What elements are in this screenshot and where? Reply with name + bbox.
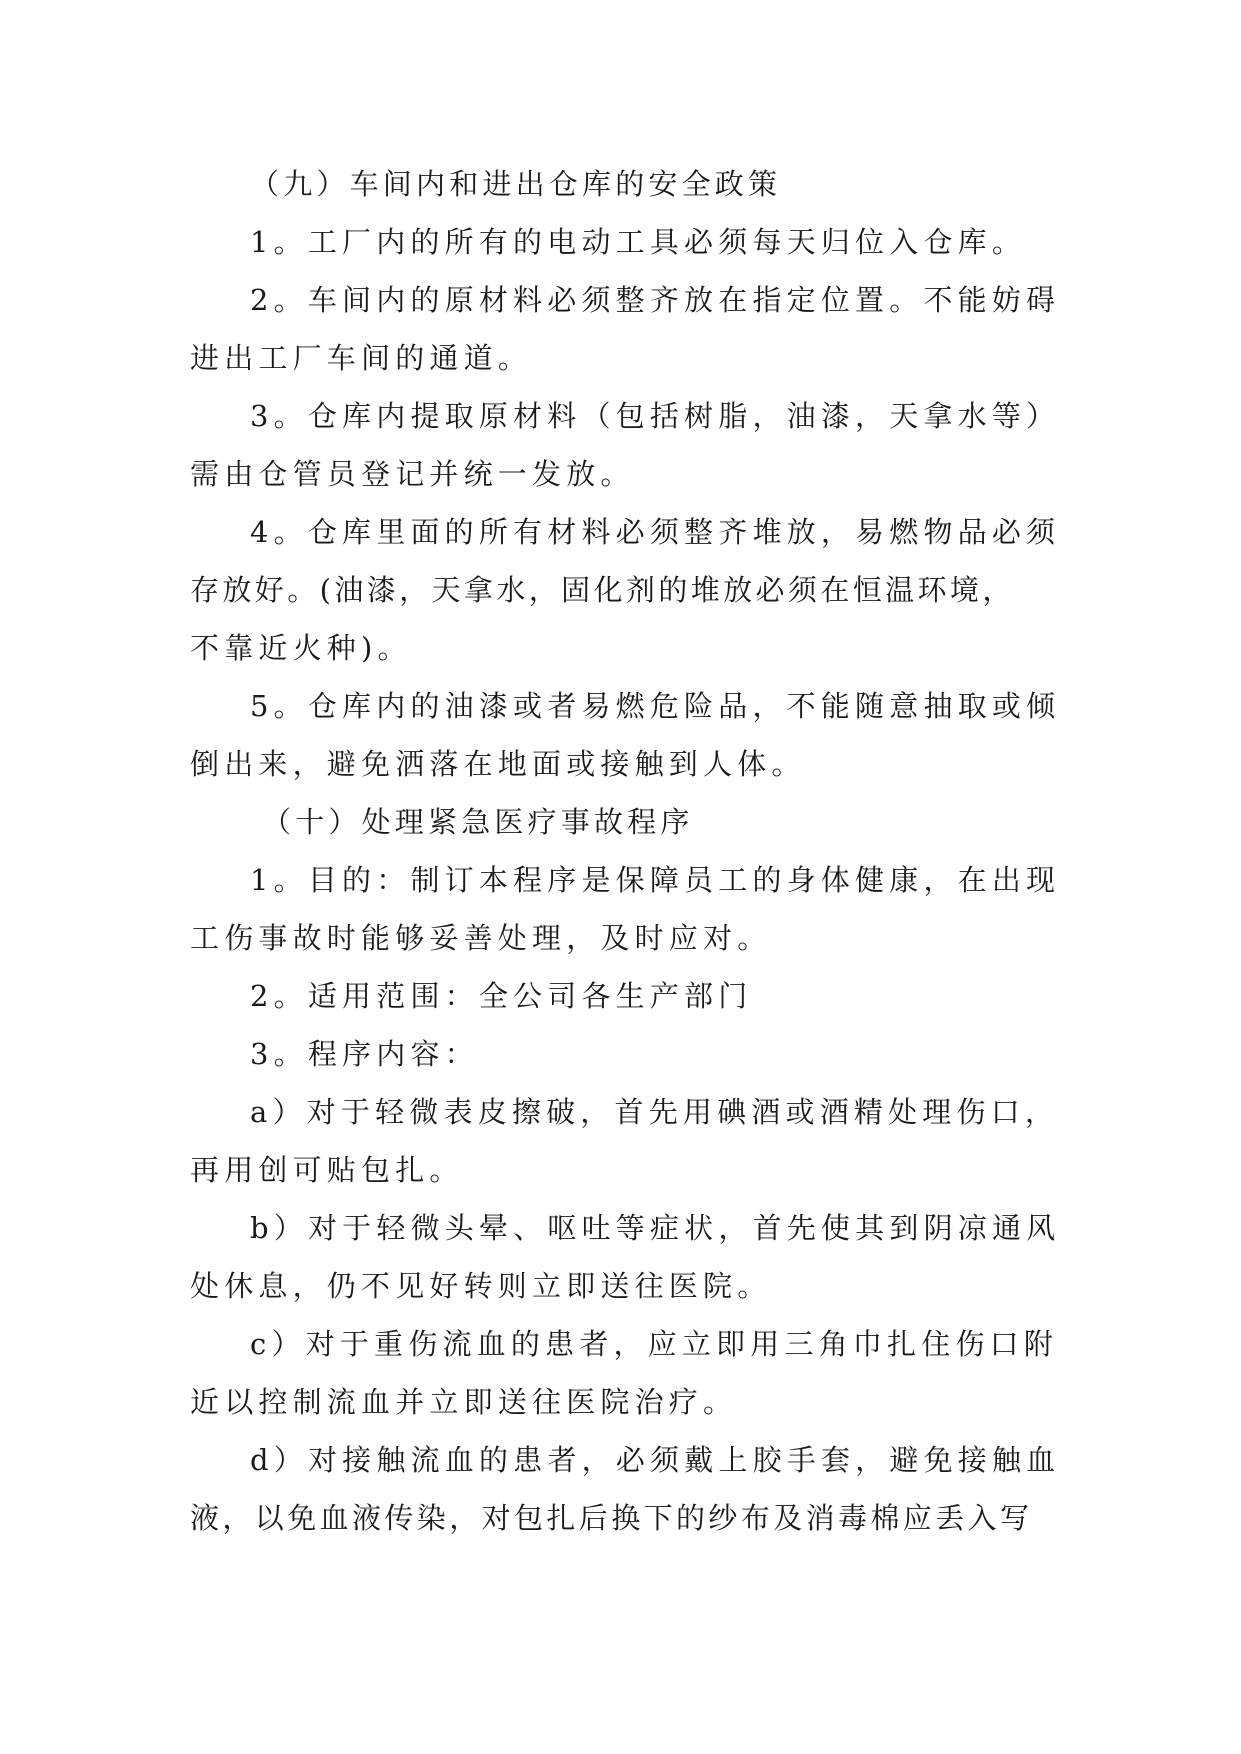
paragraph-line: 3。程序内容：: [250, 1037, 479, 1071]
paragraph-line: 存放好。(油漆，天拿水，固化剂的堆放必须在恒温环境，: [190, 573, 1015, 607]
paragraph-line: 2。车间内的原材料必须整齐放在指定位置。不能妨碍: [250, 283, 1061, 317]
paragraph-line: 4。仓库里面的所有材料必须整齐堆放，易燃物品必须: [250, 515, 1061, 549]
paragraph-line: a）对于轻微表皮擦破，首先用碘酒或酒精处理伤口，: [250, 1095, 1060, 1129]
paragraph-line: 进出工厂车间的通道。: [190, 341, 533, 375]
paragraph-line: 不靠近火种)。: [190, 631, 412, 665]
paragraph-line: 液，以免血液传染，对包扎后换下的纱布及消毒棉应丢入写: [190, 1501, 1033, 1535]
paragraph-line: 近以控制流血并立即送往医院治疗。: [190, 1385, 738, 1419]
paragraph-line: 处休息，仍不见好转则立即送往医院。: [190, 1269, 772, 1303]
paragraph-line: 2。适用范围：全公司各生产部门: [250, 979, 753, 1013]
paragraph-line: 1。目的：制订本程序是保障员工的身体健康，在出现: [250, 863, 1061, 897]
paragraph-line: 5。仓库内的油漆或者易燃危险品，不能随意抽取或倾: [250, 689, 1061, 723]
paragraph-line: 1。工厂内的所有的电动工具必须每天归位入仓库。: [250, 225, 1027, 259]
paragraph-line: 3。仓库内提取原材料（包括树脂，油漆，天拿水等）: [250, 399, 1061, 433]
paragraph-line: 工伤事故时能够妥善处理，及时应对。: [190, 921, 772, 955]
section-heading-nine: （九）车间内和进出仓库的安全政策: [250, 167, 782, 201]
paragraph-line: d）对接触流血的患者，必须戴上胶手套，避免接触血: [250, 1443, 1061, 1477]
paragraph-line: c）对于重伤流血的患者，应立即用三角巾扎住伤口附: [250, 1327, 1059, 1361]
paragraph-line: 需由仓管员登记并统一发放。: [190, 457, 635, 491]
paragraph-line: 再用创可贴包扎。: [190, 1153, 464, 1187]
section-heading-ten: （十）处理紧急医疗事故程序: [262, 805, 694, 839]
paragraph-line: 倒出来，避免洒落在地面或接触到人体。: [190, 747, 806, 781]
paragraph-line: b）对于轻微头晕、呕吐等症状，首先使其到阴凉通风: [250, 1211, 1061, 1245]
